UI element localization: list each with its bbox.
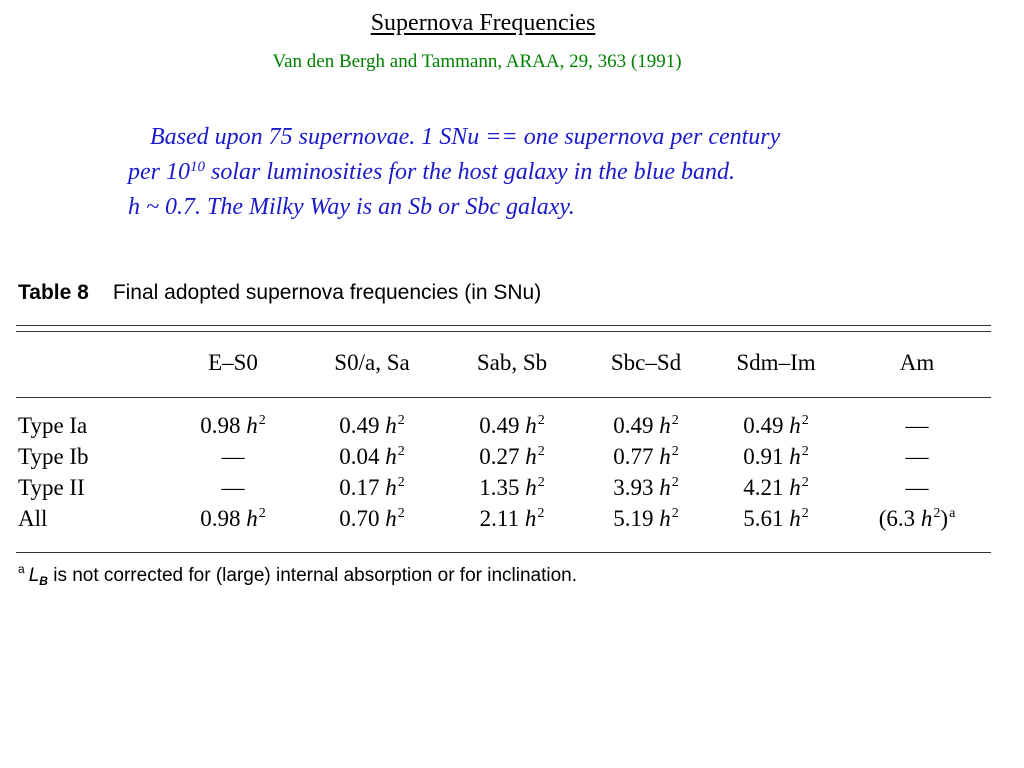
h-power: 2 (258, 413, 266, 428)
footnote-marker: a (18, 562, 25, 576)
h-symbol: h (659, 475, 671, 500)
cell-value: 0.70 (339, 506, 380, 531)
h-power: 2 (397, 475, 405, 490)
h-symbol: h (524, 506, 537, 531)
h-power: 2 (801, 413, 809, 428)
h-power: 2 (671, 475, 679, 490)
table-cell (613, 444, 679, 470)
cell-value: — (221, 475, 245, 500)
column-header: E–S0 (208, 350, 258, 375)
cell-value: 0.77 (613, 444, 654, 469)
footnote-text: is not corrected for (large) internal absorption or for inclination. (47, 565, 578, 586)
column-header: Am (899, 350, 935, 375)
intro-line-3: h ~ 0.7. The Milky Way is an Sb or Sbc galaxy. (128, 194, 575, 220)
cell-value: 3.93 (613, 475, 654, 500)
h-symbol: h (920, 506, 933, 531)
table-caption (18, 281, 541, 305)
cell-value: 0.27 (479, 444, 520, 469)
h-symbol: h (385, 506, 397, 531)
table-top-rule-second (16, 331, 991, 332)
column-header: Sdm–Im (736, 350, 816, 375)
table-top-rule (16, 325, 991, 326)
table-cell (743, 506, 809, 532)
cell-value: — (905, 444, 929, 469)
row-label: Type Ib (18, 444, 89, 469)
h-power: 2 (397, 444, 405, 459)
cell-value: 0.91 (743, 444, 784, 469)
cell-value: 0.98 (200, 413, 241, 438)
intro-exponent: 10 (190, 159, 205, 175)
table-cell (906, 444, 929, 470)
table-cell (222, 475, 245, 501)
table-cell (200, 413, 266, 439)
h-symbol: h (525, 413, 537, 438)
footnote-marker: a (949, 506, 956, 521)
intro-line-2 (128, 155, 780, 190)
h-symbol: h (789, 413, 801, 438)
table-cell (743, 444, 809, 470)
table-cell (200, 506, 266, 532)
page-title: Supernova Frequencies (370, 10, 596, 36)
cell-value: 0.04 (339, 444, 380, 469)
table-cell (480, 506, 545, 532)
cell-value: 0.17 (339, 475, 380, 500)
table-cell (743, 475, 809, 501)
h-symbol: h (789, 506, 801, 531)
cell-value: 2.11 (479, 506, 520, 531)
h-power: 2 (801, 475, 809, 490)
cell-value: — (221, 444, 245, 469)
h-symbol: h (789, 475, 801, 500)
cell-value: 0.49 (613, 413, 654, 438)
table-cell (339, 506, 405, 532)
column-header: S0/a, Sa (334, 350, 410, 375)
table-caption-text: Final adopted supernova frequencies (in SNu) (112, 281, 542, 304)
h-symbol: h (659, 444, 671, 469)
h-symbol: h (659, 506, 671, 531)
cell-value: (6.3 (878, 506, 916, 531)
table-cell (339, 444, 405, 470)
cell-value: 0.49 (743, 413, 784, 438)
row-label: Type II (18, 475, 85, 500)
h-power: 2 (537, 506, 545, 521)
table-cell (906, 475, 929, 501)
cell-value: 1.35 (479, 475, 520, 500)
h-power: 2 (537, 413, 545, 428)
table-label: Table 8 (18, 281, 89, 304)
h-power: 2 (397, 413, 405, 428)
h-power: 2 (671, 413, 679, 428)
intro-line-2-suffix: solar luminosities for the host galaxy in the blue band. (205, 159, 735, 185)
h-symbol: h (525, 475, 537, 500)
cell-value: — (905, 413, 929, 438)
table-cell (613, 475, 679, 501)
intro-line-2-prefix: per 10 (128, 159, 190, 185)
footnote-symbol: L (28, 565, 40, 586)
h-power: 2 (801, 506, 809, 521)
h-power: 2 (258, 506, 266, 521)
h-symbol: h (385, 413, 397, 438)
column-header: Sab, Sb (476, 350, 548, 375)
table-cell (613, 413, 679, 439)
cell-value: 5.19 (613, 506, 654, 531)
h-symbol: h (789, 444, 801, 469)
table-cell (743, 413, 809, 439)
table-cell (479, 444, 545, 470)
h-power: 2 (671, 444, 679, 459)
cell-value: 0.49 (339, 413, 380, 438)
h-symbol: h (246, 506, 258, 531)
cell-value: 0.49 (479, 413, 520, 438)
table-cell (879, 506, 956, 532)
table-cell (222, 444, 245, 470)
footnote-subscript: B (39, 574, 48, 588)
h-symbol: h (525, 444, 537, 469)
cell-value: 5.61 (743, 506, 784, 531)
h-power: 2 (933, 506, 941, 521)
table-cell (339, 475, 405, 501)
intro-text (128, 120, 780, 225)
table-cell (479, 475, 545, 501)
h-power: 2 (671, 506, 679, 521)
cell-value: 0.98 (200, 506, 241, 531)
table-footnote (18, 562, 578, 588)
intro-line-1: Based upon 75 supernovae. 1 SNu == one supernova per century (150, 124, 781, 150)
h-power: 2 (537, 444, 545, 459)
row-label: Type Ia (18, 413, 88, 438)
table-bottom-rule (16, 552, 991, 553)
table-cell (479, 413, 545, 439)
table-cell (613, 506, 679, 532)
h-symbol: h (246, 413, 258, 438)
h-power: 2 (397, 506, 405, 521)
cell-suffix: ) (940, 506, 949, 531)
row-label: All (18, 506, 48, 531)
table-header-rule (16, 397, 991, 398)
table-cell (339, 413, 405, 439)
cell-value: — (905, 475, 929, 500)
h-symbol: h (385, 475, 397, 500)
h-power: 2 (801, 444, 809, 459)
citation: Van den Bergh and Tammann, ARAA, 29, 363 (1991) (272, 51, 682, 72)
h-symbol: h (659, 413, 671, 438)
h-symbol: h (385, 444, 397, 469)
column-header: Sbc–Sd (610, 350, 682, 375)
h-power: 2 (537, 475, 545, 490)
cell-value: 4.21 (743, 475, 784, 500)
table-cell (906, 413, 929, 439)
